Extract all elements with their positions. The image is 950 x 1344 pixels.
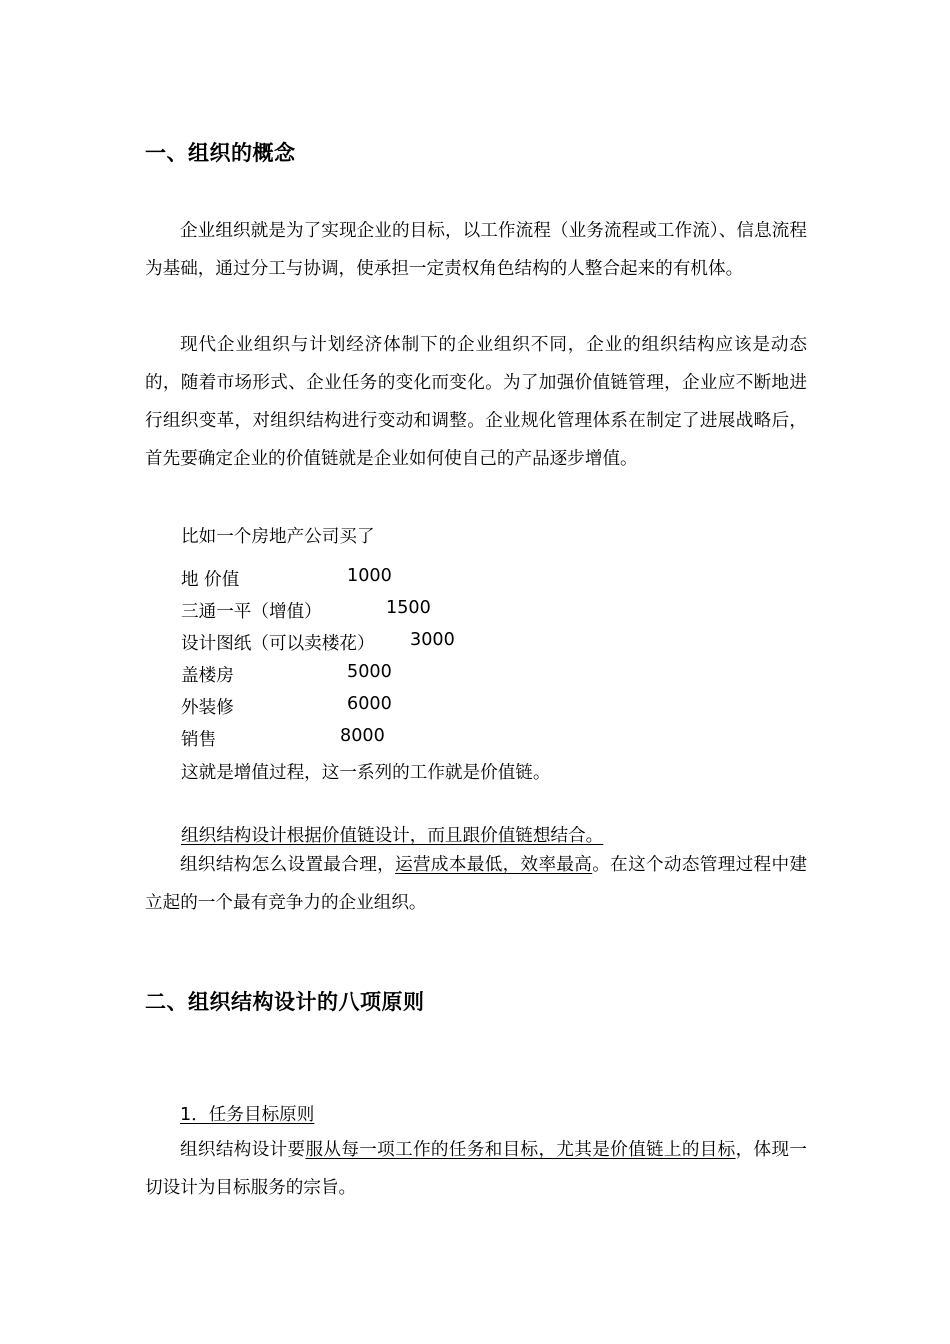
principle-1-text-a: 组织结构设计要 (180, 1140, 306, 1160)
value-chain-row (181, 598, 581, 622)
principle-1-title: 1．任务目标原则 (180, 1105, 315, 1125)
p3-text-c: 。在这个动态管理过程中建立起的一个最有竞争力的企业组织。 (145, 855, 807, 913)
value-chain-label: 盖楼房 (181, 666, 234, 686)
value-chain-value: 3000 (410, 630, 455, 650)
value-chain-value: 5000 (347, 662, 392, 682)
value-chain-label: 外装修 (181, 698, 234, 718)
concept-paragraph-2: 现代企业组织与计划经济体制下的企业组织不同，企业的组织结构应该是动态的，随着市场形式、企业任务的变化而变化。为了加强价值链管理，企业应不断地进行组织变革，对组织结构进行变动和调整。企业规化管理体系在制定了进展战略后，首先要确定企业的价值链就是企业如何使自己的产品逐步增值。 (145, 335, 807, 469)
section-1-heading: 一、组织的概念 (145, 141, 296, 165)
value-chain-row (181, 662, 581, 686)
value-chain-value: 8000 (340, 726, 385, 746)
value-chain-row (181, 726, 581, 750)
principle-1-paragraph (145, 1131, 807, 1207)
design-note: 组织结构设计根据价值链设计，而且跟价值链想结合。 (181, 826, 604, 846)
value-chain-label: 地 价值 (181, 570, 240, 590)
value-chain-conclusion: 这就是增值过程，这一系列的工作就是价值链。 (181, 763, 551, 783)
principle-1-text-c: ，体现一切设计为目标服务的宗旨。 (145, 1140, 807, 1198)
section-2-heading: 二、组织结构设计的八项原则 (145, 990, 425, 1014)
value-chain-value: 1000 (347, 566, 392, 586)
value-chain-value: 6000 (347, 694, 392, 714)
example-intro: 比如一个房地产公司买了 (181, 527, 375, 547)
p3-emphasis: 运营成本最低，效率最高 (395, 855, 593, 875)
value-chain-label: 销售 (181, 730, 217, 750)
value-chain-row (181, 566, 581, 590)
concept-paragraph-3 (145, 846, 807, 922)
value-chain-label: 三通一平（增值） (181, 602, 322, 622)
value-chain-label: 设计图纸（可以卖楼花） (181, 634, 375, 654)
value-chain-row (181, 694, 581, 718)
p3-text-a: 组织结构怎么设置最合理， (180, 855, 396, 875)
value-chain-value: 1500 (386, 598, 431, 618)
value-chain-row (181, 630, 581, 654)
principle-1-emphasis: 服从每一项工作的任务和目标，尤其是价值链上的目标 (305, 1140, 736, 1160)
concept-paragraph-1: 企业组织就是为了实现企业的目标，以工作流程（业务流程或工作流）、信息流程为基础，通过分工与协调，使承担一定责权角色结构的人整合起来的有机体。 (145, 221, 807, 279)
